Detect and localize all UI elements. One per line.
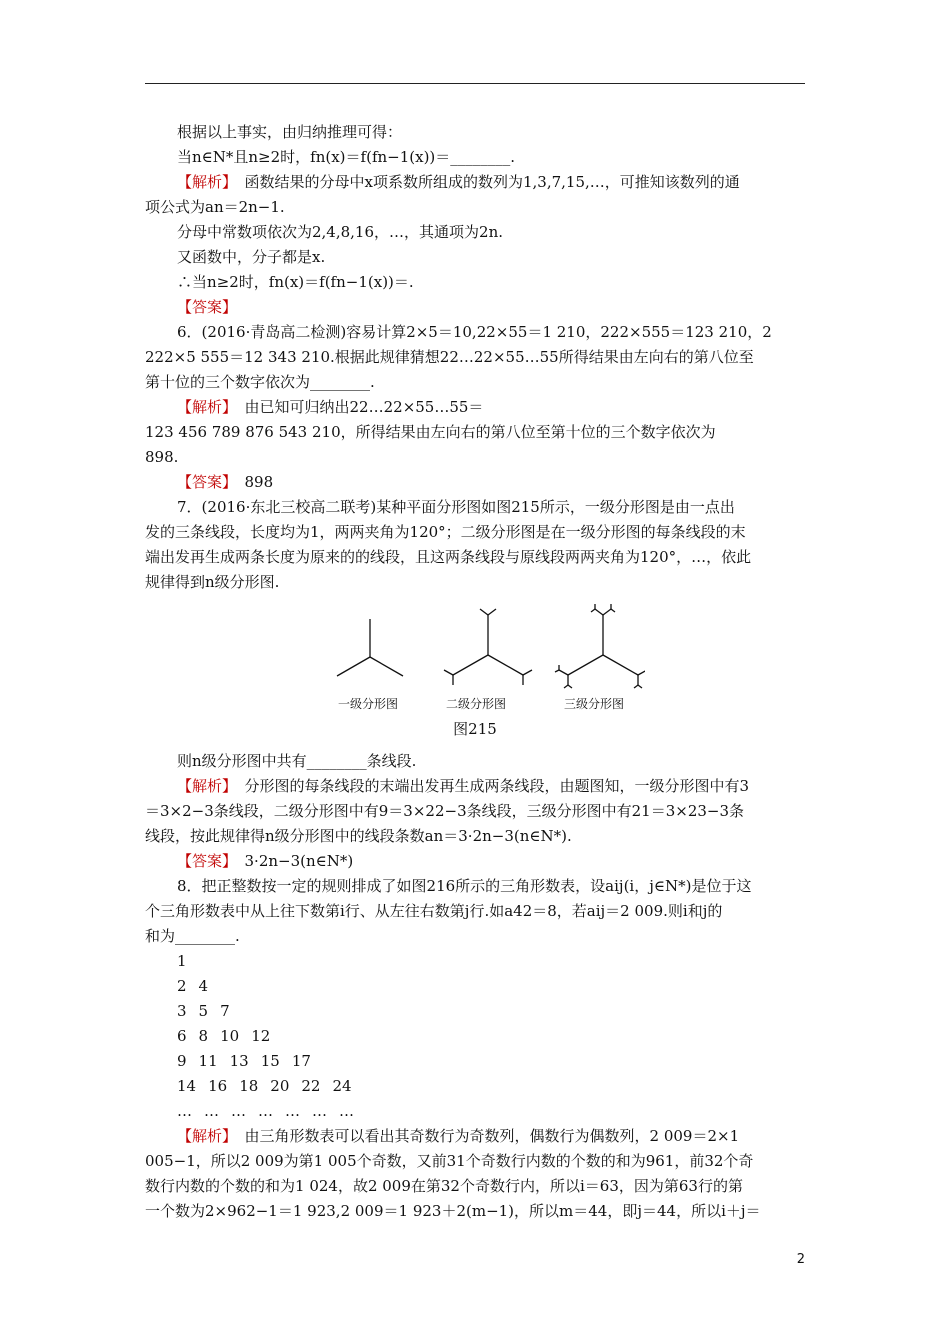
text-line: 一个数为2×962−1＝1 923,2 009＝1 923＋2(m−1)，所以m＝44，即j＝44，所以i＋j＝ <box>145 1202 761 1220</box>
text-line: 根据以上事实，由归纳推理可得： <box>177 123 403 141</box>
table-cell: 4 <box>198 977 209 995</box>
analysis-line: 【解析】 函数结果的分母中x项系数所组成的数列为1,3,7,15,…，可推知该数列的通 <box>177 173 740 191</box>
table-cell: … <box>177 1102 192 1120</box>
question-line: 第十位的三个数字依次为________. <box>145 373 375 391</box>
text-line: ∴当n≥2时，fn(x)＝f(fn−1(x))＝. <box>177 273 414 291</box>
table-cell: 15 <box>260 1052 280 1070</box>
fractal-level-1 <box>337 619 403 676</box>
table-row <box>145 974 805 999</box>
analysis-label: 【解析】 <box>177 173 230 191</box>
table-cell: … <box>285 1102 300 1120</box>
answer-label: 【答案】 <box>177 298 238 316</box>
table-cell: 11 <box>198 1052 218 1070</box>
fractal-figure <box>145 597 805 749</box>
text-line: 005−1，所以2 009为第1 005个奇数，又前31个奇数行内数的个数的和为961，前32个奇 <box>145 1152 754 1170</box>
answer-line <box>145 295 805 320</box>
page-body <box>145 120 805 1224</box>
question-line: 则n级分形图中共有________条线段. <box>177 752 417 770</box>
analysis-label: 【解析】 <box>177 398 230 416</box>
table-cell: 14 <box>177 1077 197 1095</box>
text-line: 898. <box>145 448 179 466</box>
table-cell: 3 <box>177 1002 187 1020</box>
text-line: 123 456 789 876 543 210，所得结果由左向右的第八位至第十位的三个数字依次为 <box>145 423 716 441</box>
table-cell: 18 <box>239 1077 259 1095</box>
text-line: 线段，按此规律得n级分形图中的线段条数an＝3·2n−3(n∈N*). <box>145 827 572 845</box>
table-row <box>145 1074 805 1099</box>
table-row <box>145 1099 805 1124</box>
table-cell: 22 <box>301 1077 321 1095</box>
table-row <box>145 999 805 1024</box>
table-row <box>145 949 805 974</box>
table-cell: 13 <box>229 1052 249 1070</box>
analysis-line: 【解析】 由三角形数表可以看出其奇数行为奇数列，偶数行为偶数列，2 009＝2×1 <box>177 1127 740 1145</box>
triangle-number-table <box>145 949 805 1124</box>
table-cell: … <box>258 1102 273 1120</box>
figure-caption: 一级分形图 <box>338 697 399 711</box>
question-line: 个三角形数表中从上往下数第i行、从左往右数第j行.如a42＝8，若aij＝2 009.则i和j的 <box>145 902 723 920</box>
figure-caption: 二级分形图 <box>446 697 507 711</box>
text-line: 又函数中，分子都是x. <box>177 248 326 266</box>
header-rule <box>145 83 805 84</box>
table-cell: 10 <box>220 1027 240 1045</box>
question-line: 和为________. <box>145 927 240 945</box>
question-line: 6．(2016·青岛高二检测)容易计算2×5＝10,22×55＝1 210，222×555＝123 210，2 <box>177 323 772 341</box>
table-cell: 1 <box>177 952 187 970</box>
question-line: 7．(2016·东北三校高二联考)某种平面分形图如图215所示，一级分形图是由一点出 <box>177 498 735 516</box>
table-cell: 24 <box>332 1077 352 1095</box>
question-line: 222×5 555＝12 343 210.根据此规律猜想22…22×55…55所得结果由左向右的第八位至 <box>145 348 754 366</box>
answer-label: 【答案】 <box>177 473 230 491</box>
table-cell: 2 <box>177 977 187 995</box>
table-row <box>145 1049 805 1074</box>
table-cell: 7 <box>220 1002 230 1020</box>
fractal-level-2 <box>444 609 532 685</box>
question-line: 端出发再生成两条长度为原来的的线段，且这两条线段与原线段两两夹角为120°，…，依此 <box>145 548 752 566</box>
fractal-level-3 <box>555 604 645 688</box>
table-cell: 9 <box>177 1052 187 1070</box>
text-line: 分母中常数项依次为2,4,8,16，…，其通项为2n. <box>177 223 503 241</box>
text-line: 项公式为an＝2n−1. <box>145 198 285 216</box>
question-line: 规律得到n级分形图. <box>145 573 280 591</box>
table-row <box>145 1024 805 1049</box>
table-cell: … <box>231 1102 246 1120</box>
analysis-label: 【解析】 <box>177 777 230 795</box>
table-cell: 20 <box>270 1077 290 1095</box>
table-cell: … <box>339 1102 354 1120</box>
table-cell: 12 <box>251 1027 271 1045</box>
table-cell: … <box>312 1102 327 1120</box>
analysis-line: 【解析】 由已知可归纳出22…22×55…55＝ <box>177 398 484 416</box>
page-number: 2 <box>796 1252 805 1267</box>
analysis-label: 【解析】 <box>177 1127 230 1145</box>
figure-caption: 三级分形图 <box>564 697 625 711</box>
table-cell: 5 <box>198 1002 209 1020</box>
text-line: 当n∈N*且n≥2时，fn(x)＝f(fn−1(x))＝________. <box>177 148 516 166</box>
table-cell: 17 <box>291 1052 311 1070</box>
answer-label: 【答案】 <box>177 852 230 870</box>
answer-line: 【答案】 3·2n−3(n∈N*) <box>177 852 354 870</box>
table-cell: 16 <box>208 1077 228 1095</box>
fractal-diagram <box>325 597 645 693</box>
table-cell: 6 <box>177 1027 187 1045</box>
table-cell: … <box>204 1102 219 1120</box>
answer-line: 【答案】 898 <box>177 473 274 491</box>
text-line: ＝3×2−3条线段，二级分形图中有9＝3×22−3条线段，三级分形图中有21＝3×23−3条 <box>145 802 745 820</box>
figure-title: 图215 <box>453 720 497 738</box>
text-line: 数行内数的个数的和为1 024，故2 009在第32个奇数行内，所以i＝63，因为第63行的第 <box>145 1177 743 1195</box>
analysis-line: 【解析】 分形图的每条线段的末端出发再生成两条线段，由题图知，一级分形图中有3 <box>177 777 750 795</box>
question-line: 发的三条线段，长度均为1，两两夹角为120°；二级分形图是在一级分形图的每条线段的末 <box>145 523 746 541</box>
table-cell: 8 <box>198 1027 209 1045</box>
question-line: 8．把正整数按一定的规则排成了如图216所示的三角形数表，设aij(i，j∈N*)是位于这 <box>177 877 752 895</box>
